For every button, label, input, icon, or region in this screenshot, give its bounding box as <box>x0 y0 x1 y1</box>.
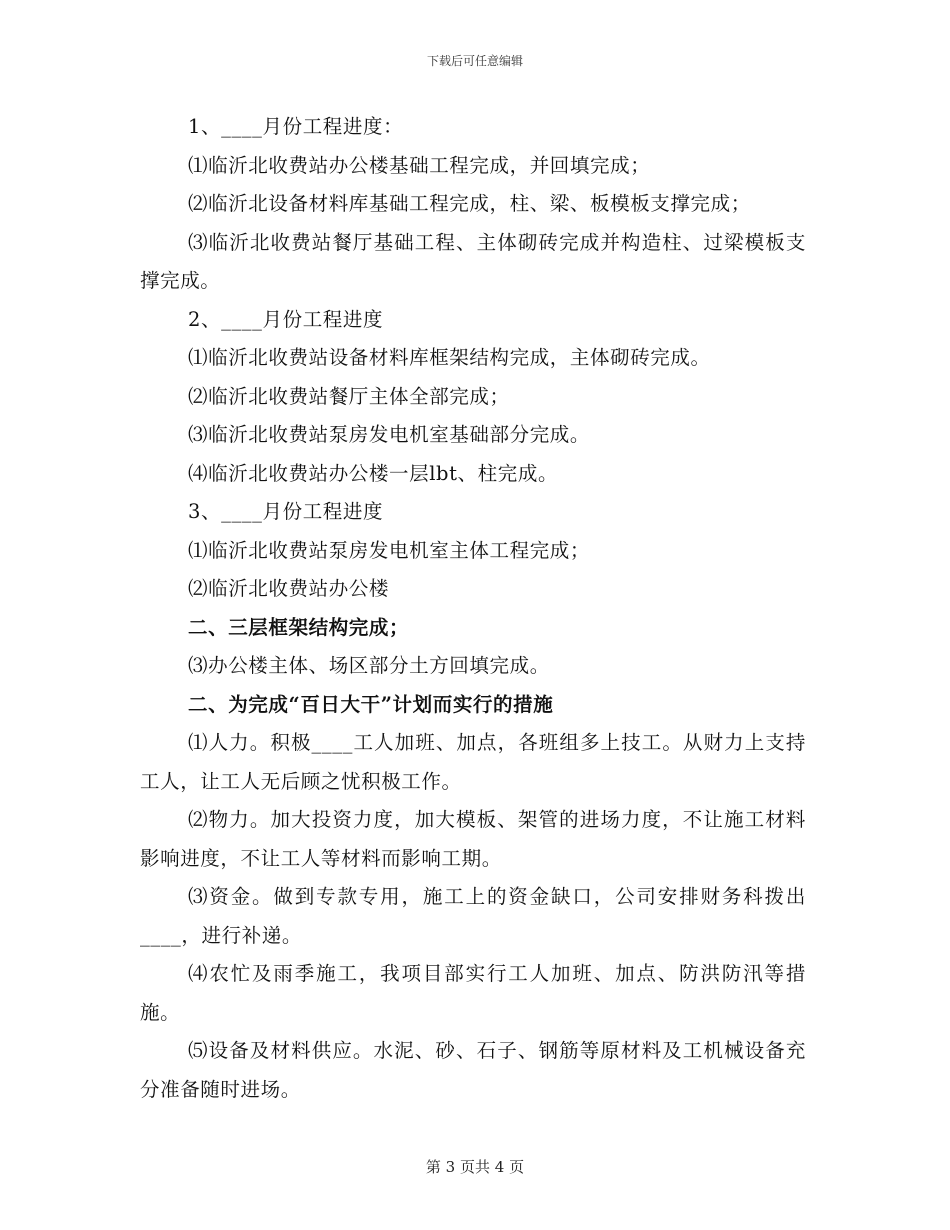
paragraph: ⑷临沂北收费站办公楼一层lbt、柱完成。 <box>188 461 559 485</box>
paragraph: ⑷农忙及雨季施工，我项目部实行工人加班、加点、防洪防汛等措施。 <box>140 962 806 1024</box>
paragraph: 1、____月份工程进度： <box>188 115 404 138</box>
paragraph: ⑶临沂北收费站餐厅基础工程、主体砌砖完成并构造柱、过梁模板支撑完成。 <box>140 230 806 292</box>
paragraph: ⑴人力。积极____工人加班、加点，各班组多上技工。从财力上支持工人，让工人无后顾之忧积极工作。 <box>140 731 806 793</box>
paragraph: ⑵临沂北设备材料库基础工程完成，柱、梁、板模板支撑完成； <box>188 192 751 215</box>
paragraph: 2、____月份工程进度 <box>188 307 384 331</box>
section-heading: 二、为完成“百日大干”计划而实行的措施 <box>188 692 554 716</box>
paragraph: ⑶资金。做到专款专用，施工上的资金缺口，公司安排财务科拨出____，进行补递。 <box>140 885 806 947</box>
paragraph: ⑸设备及材料供应。水泥、砂、石子、钢筋等原材料及工机械设备充分准备随时进场。 <box>140 1039 806 1101</box>
section-heading: 二、三层框架结构完成； <box>188 615 410 639</box>
paragraph: 3、____月份工程进度 <box>188 500 384 523</box>
paragraph: ⑴临沂北收费站泵房发电机室主体工程完成； <box>188 538 591 562</box>
paragraph: ⑶办公楼主体、场区部分土方回填完成。 <box>188 654 550 677</box>
paragraph: ⑵物力。加大投资力度，加大模板、架管的进场力度，不让施工材料影响进度，不让工人等材料而影响工期。 <box>140 808 806 870</box>
paragraph: ⑴临沂北收费站办公楼基础工程完成，并回填完成； <box>188 153 651 177</box>
paragraph: ⑶临沂北收费站泵房发电机室基础部分完成。 <box>188 423 591 446</box>
document-body <box>140 108 806 1109</box>
page-header: 下载后可任意编辑 <box>426 54 523 68</box>
paragraph: ⑴临沂北收费站设备材料库框架结构完成，主体砌砖完成。 <box>188 346 711 369</box>
paragraph: ⑵临沂北收费站餐厅主体全部完成； <box>188 384 510 408</box>
page-footer: 第 3 页共 4 页 <box>425 1158 525 1176</box>
paragraph: ⑵临沂北收费站办公楼 <box>188 577 390 600</box>
